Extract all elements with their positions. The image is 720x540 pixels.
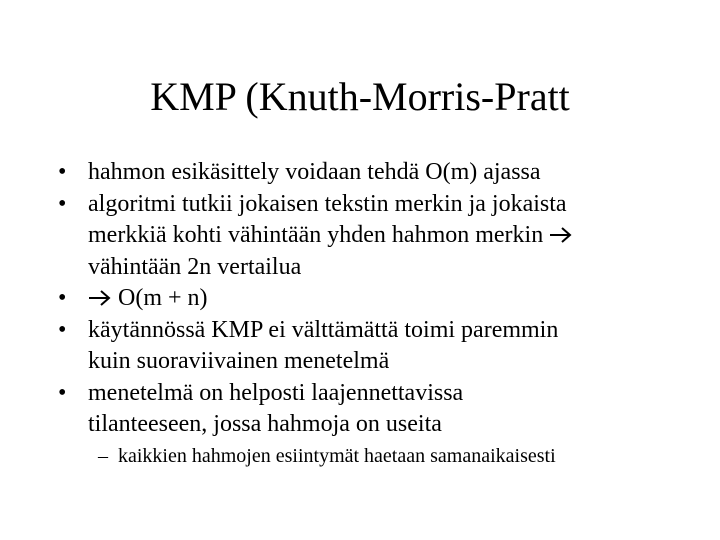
bullet-text-line: [88, 220, 698, 252]
bullet-text: merkkiä kohti vähintään yhden hahmon merkin: [88, 222, 544, 248]
bullet-marker: •: [58, 316, 67, 343]
bullet-list: [58, 157, 698, 469]
bullet-text: tilanteeseen, jossa hahmoja on useita: [88, 411, 442, 437]
bullet-text: kuin suoraviivainen menetelmä: [88, 348, 390, 374]
bullet-item: [58, 157, 698, 189]
bullet-text: käytännössä KMP ei välttämättä toimi paremmin: [88, 316, 559, 343]
right-arrow-icon: [88, 290, 112, 306]
bullet-marker: •: [58, 285, 67, 311]
bullet-item: [58, 378, 698, 441]
sub-bullet-text: kaikkien hahmojen esiintymät haetaan samanaikaisesti: [118, 444, 556, 467]
sub-bullet-item: [58, 443, 698, 469]
slide-title: KMP (Knuth-Morris-Pratt: [150, 74, 570, 119]
bullet-item: [58, 315, 698, 378]
sub-bullet-marker: –: [98, 444, 108, 467]
bullet-text: algoritmi tutkii jokaisen tekstin merkin ja jokaista: [88, 190, 567, 217]
bullet-text: menetelmä on helposti laajennettavissa: [88, 379, 464, 406]
right-arrow-icon: [549, 227, 573, 243]
bullet-text: vähintään 2n vertailua: [88, 253, 302, 280]
bullet-text: hahmon esikäsittely voidaan tehdä O(m) ajassa: [88, 159, 541, 185]
bullet-marker: •: [58, 190, 67, 217]
bullet-text: O(m + n): [118, 285, 208, 311]
bullet-item: [58, 283, 698, 315]
bullet-marker: •: [58, 379, 67, 406]
bullet-item: [58, 189, 698, 284]
bullet-text-line: [88, 283, 698, 315]
bullet-marker: •: [58, 159, 67, 185]
